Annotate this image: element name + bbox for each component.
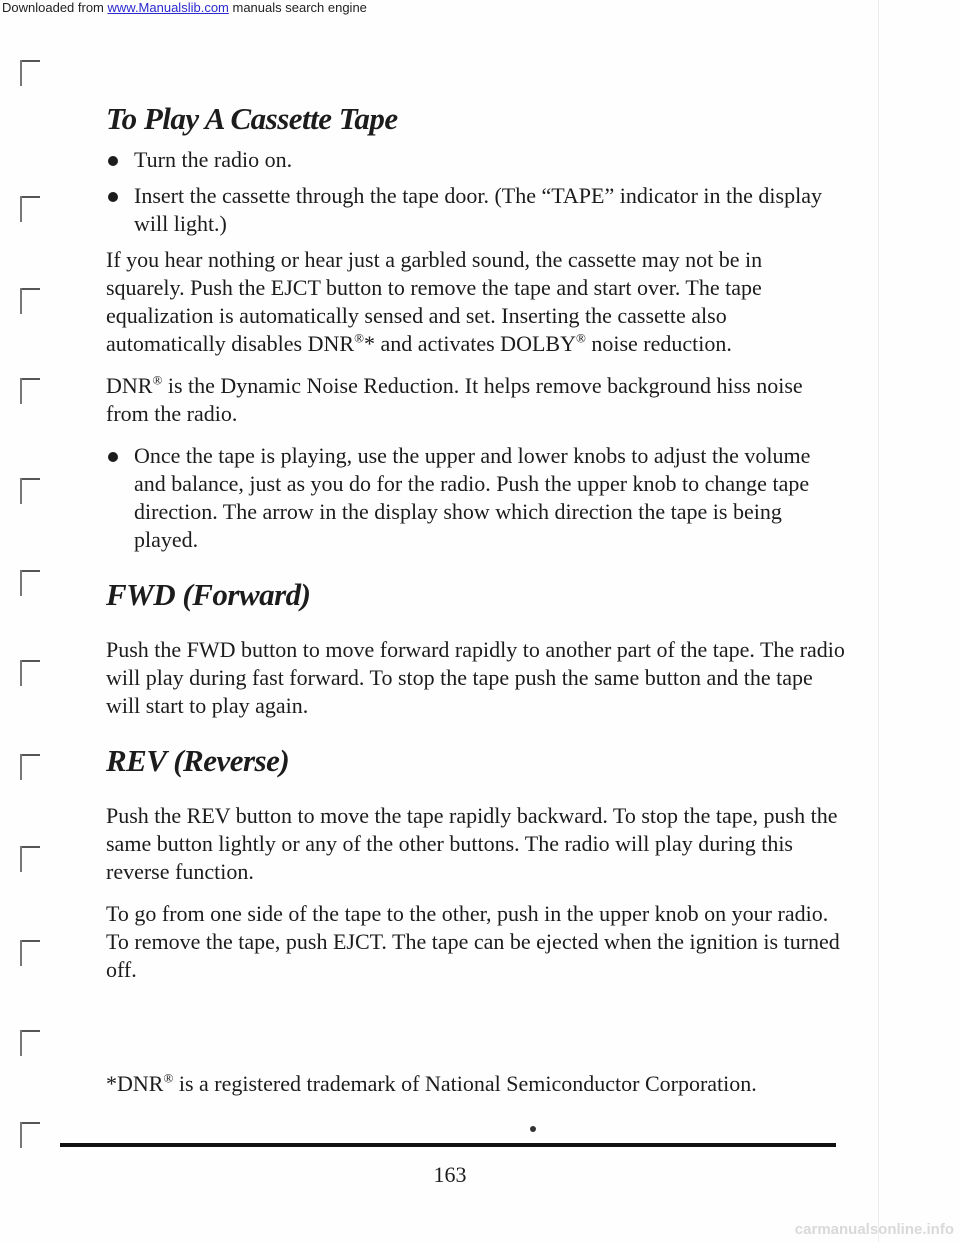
footer-rule [60,1143,836,1147]
crop-mark [14,1030,40,1058]
paragraph-rev: Push the REV button to move the tape rapidly backward. To stop the tape, push the same button lightly or any of the other buttons. The radio will play during this reverse function. [106,803,838,884]
banner-suffix: manuals search engine [228,0,367,15]
crop-mark [14,660,40,688]
list-item: Turn the radio on. [106,146,846,174]
list-item: Once the tape is playing, use the upper and lower knobs to adjust the volume and balance, just as you do for the radio. Push the upper knob to change tape direction. The arrow in the display show which direction the tape is being played. [106,442,846,554]
crop-mark [14,478,40,506]
crop-mark [14,288,40,316]
banner-prefix: Downloaded from [2,0,108,15]
main-content [106,100,846,984]
footnote-text: *DNR® is a registered trademark of National Semiconductor Corporation. [106,1070,757,1096]
crop-mark [14,940,40,968]
page-edge-line [878,0,879,1242]
crop-mark [14,1122,40,1150]
watermark: carmanualsonline.info [794,1221,954,1238]
crop-mark [14,60,40,88]
list-item: Insert the cassette through the tape door. (The “TAPE” indicator in the display will light.) [106,182,846,238]
crop-mark [14,846,40,874]
page-number: 163 [433,1162,467,1187]
play-steps-list [106,442,846,554]
paragraph-switch-side: To go from one side of the tape to the other, push in the upper knob on your radio. To remove the tape, push EJCT. The tape can be ejected when the ignition is turned off. [106,901,840,982]
manualslib-link[interactable]: www.Manualslib.com [107,0,229,15]
crop-mark [14,378,40,406]
crop-mark [14,196,40,224]
footnote [106,1070,846,1098]
crop-mark [14,570,40,598]
crop-mark [14,754,40,782]
heading-play-cassette: To Play A Cassette Tape [106,101,398,136]
paragraph-garbled-sound: If you hear nothing or hear just a garbled sound, the cassette may not be in squarely. Push the EJCT button to remove the tape and start over. The tape equalization is automatically sensed and set. Inserting the cassette also automatically disables DNR®* and activates DOLBY® noise reduction. [106,247,763,356]
play-steps-list [106,146,846,174]
heading-fwd: FWD (Forward) [106,577,311,612]
download-banner [0,0,960,16]
paragraph-fwd: Push the FWD button to move forward rapidly to another part of the tape. The radio will play during fast forward. To stop the tape push the same button and the tape will start to play again. [106,637,845,718]
heading-rev: REV (Reverse) [106,743,290,778]
play-steps-list [106,182,846,238]
paragraph-dnr: DNR® is the Dynamic Noise Reduction. It helps remove background hiss noise from the radio. [106,372,803,426]
bullet-dot [530,1126,536,1132]
